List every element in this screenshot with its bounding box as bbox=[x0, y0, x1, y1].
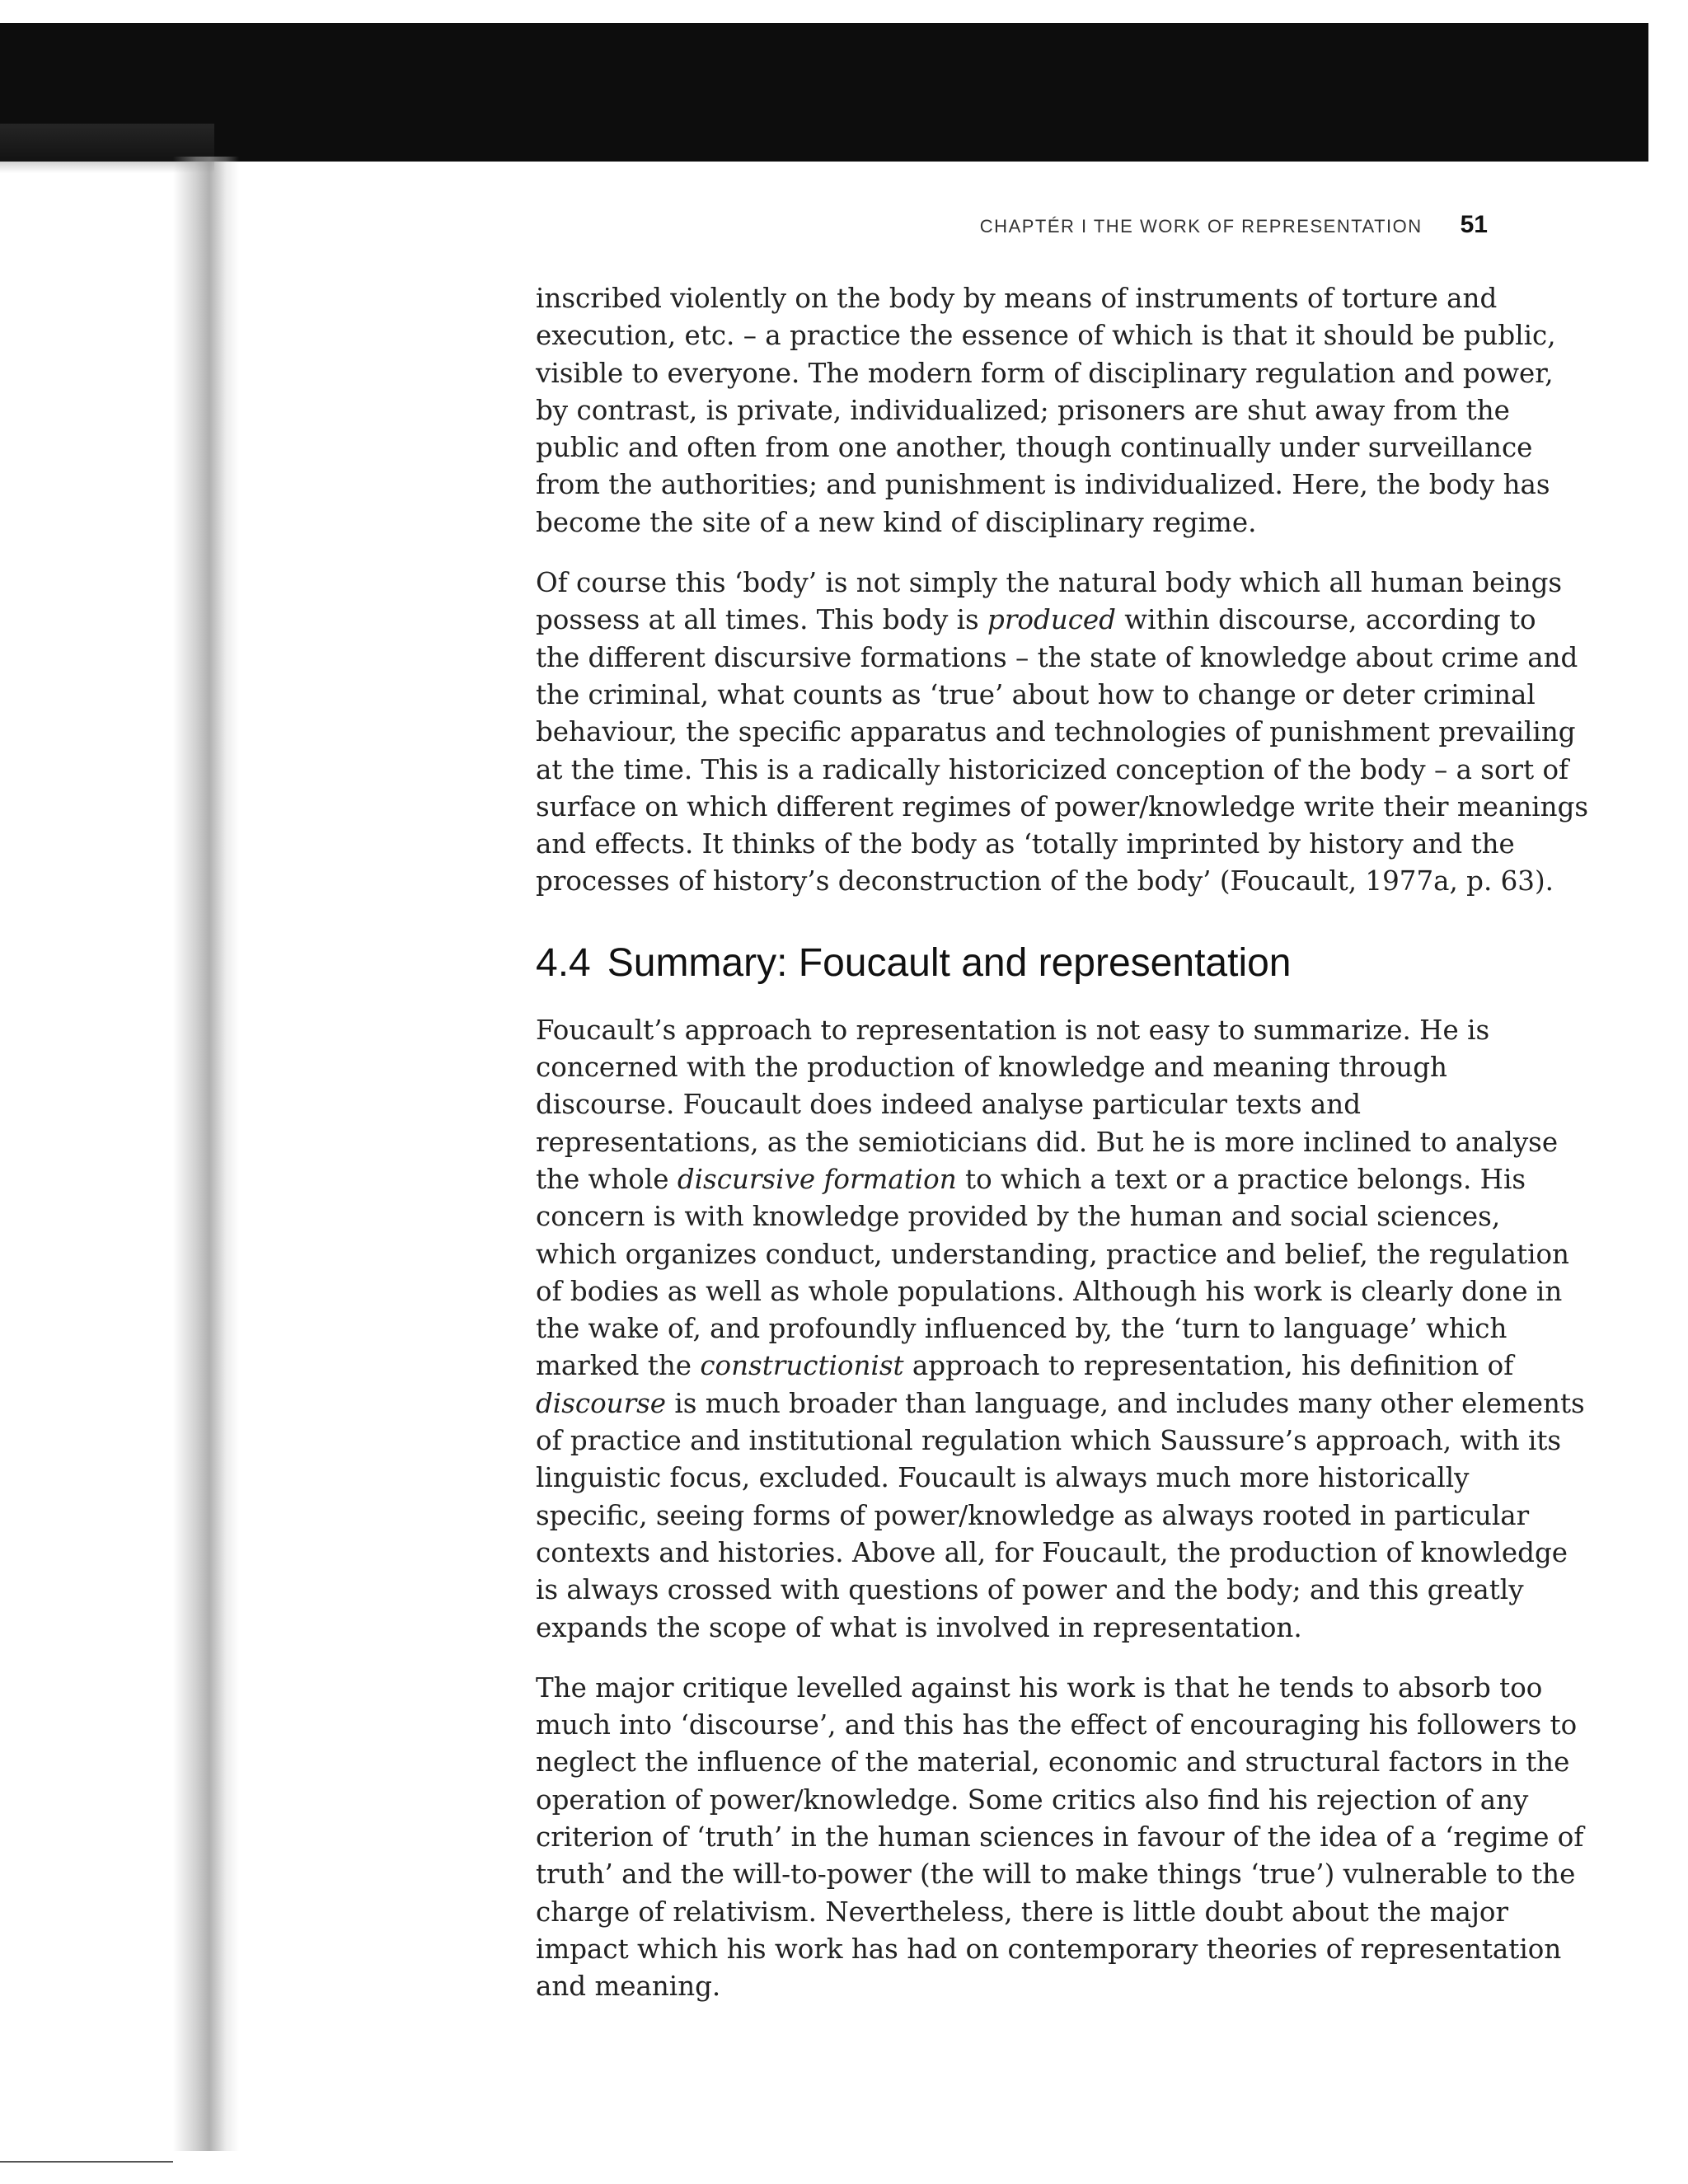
text-line: expands the scope of what is involved in representation. bbox=[536, 1611, 1302, 1643]
text-line: criterion of ‘truth’ in the human sciences in favour of the idea of a ‘regime of bbox=[536, 1821, 1584, 1853]
text-line: specific, seeing forms of power/knowledge as always rooted in particular bbox=[536, 1499, 1530, 1531]
text-line: discourse is much broader than language, and includes many other elements bbox=[536, 1387, 1585, 1419]
text-line: charge of relativism. Nevertheless, there is little doubt about the major bbox=[536, 1896, 1509, 1928]
text-line: the criminal, what counts as ‘true’ about how to change or deter criminal bbox=[536, 678, 1536, 710]
text-line: Of course this ‘body’ is not simply the natural body which all human beings bbox=[536, 567, 1563, 599]
text-line: by contrast, is private, individualized; prisoners are shut away from the bbox=[536, 394, 1510, 426]
text-line: and effects. It thinks of the body as ‘totally imprinted by history and the bbox=[536, 828, 1515, 860]
summary-paragraph bbox=[536, 1012, 1585, 1647]
text-line: from the authorities; and punishment is individualized. Here, the body has bbox=[536, 469, 1550, 501]
scan-bottom-rule bbox=[0, 2161, 173, 2163]
text-line: Foucault’s approach to representation is not easy to summarize. He is bbox=[536, 1014, 1490, 1046]
text-line: representations, as the semioticians did. But he is more inclined to analyse bbox=[536, 1126, 1559, 1158]
text-line: marked the constructionist approach to representation, his definition of bbox=[536, 1350, 1514, 1382]
text-line: processes of history’s deconstruction of the body’ (Foucault, 1977a, p. 63). bbox=[536, 865, 1554, 898]
text-line: operation of power/knowledge. Some critics also find his rejection of any bbox=[536, 1783, 1529, 1816]
text-line: concerned with the production of knowledge and meaning through bbox=[536, 1052, 1447, 1084]
text-line: possess at all times. This body is produced within discourse, according to bbox=[536, 604, 1536, 636]
text-line: the wake of, and profoundly influenced by, the ‘turn to language’ which bbox=[536, 1313, 1507, 1345]
section-heading bbox=[536, 940, 1533, 986]
text-line: truth’ and the will-to-power (the will to make things ‘true’) vulnerable to the bbox=[536, 1858, 1576, 1891]
text-line: of practice and institutional regulation which Saussure’s approach, with its bbox=[536, 1425, 1562, 1457]
text-line: neglect the influence of the material, economic and structural factors in the bbox=[536, 1746, 1570, 1779]
text-line: execution, etc. – a practice the essence of which is that it should be public, bbox=[536, 320, 1556, 352]
body-paragraph bbox=[536, 565, 1589, 901]
scan-top-edge bbox=[0, 23, 1648, 162]
text-line: concern is with knowledge provided by the human and social sciences, bbox=[536, 1201, 1501, 1233]
text-line: much into ‘discourse’, and this has the effect of encouraging his followers to bbox=[536, 1709, 1578, 1741]
text-line: surface on which different regimes of power/knowledge write their meanings bbox=[536, 790, 1589, 823]
summary-paragraph bbox=[536, 1670, 1584, 2006]
text-line: the different discursive formations – the state of knowledge about crime and bbox=[536, 641, 1578, 673]
italic-term: discursive formation bbox=[677, 1163, 957, 1195]
text-line: discourse. Foucault does indeed analyse particular texts and bbox=[536, 1089, 1362, 1121]
running-head-text: CHAPTÉR I THE WORK OF REPRESENTATION bbox=[979, 216, 1423, 237]
text-line: The major critique levelled against his work is that he tends to absorb too bbox=[536, 1671, 1543, 1704]
italic-term: discourse bbox=[536, 1387, 667, 1419]
italic-term: constructionist bbox=[700, 1350, 904, 1382]
text-line: linguistic focus, excluded. Foucault is always much more historically bbox=[536, 1462, 1470, 1494]
opening-paragraphs bbox=[536, 280, 1589, 901]
italic-term: produced bbox=[987, 604, 1116, 636]
section-number: 4.4 bbox=[536, 940, 591, 985]
summary-paragraphs bbox=[536, 1012, 1585, 2006]
running-header bbox=[824, 211, 1488, 244]
text-line: inscribed violently on the body by means of instruments of torture and bbox=[536, 283, 1498, 314]
text-line: visible to everyone. The modern form of disciplinary regulation and power, bbox=[536, 357, 1554, 389]
text-line: public and often from one another, though continually under surveillance bbox=[536, 432, 1533, 464]
text-line: contexts and histories. Above all, for Foucault, the production of knowledge bbox=[536, 1536, 1568, 1568]
body-text bbox=[536, 280, 1589, 2028]
binding-shadow bbox=[173, 157, 239, 2151]
body-paragraph bbox=[536, 280, 1556, 541]
text-line: which organizes conduct, understanding, practice and belief, the regulation bbox=[536, 1238, 1569, 1270]
text-line: at the time. This is a radically historicized conception of the body – a sort of bbox=[536, 753, 1569, 785]
page-number: 51 bbox=[1460, 211, 1488, 238]
text-line: the whole discursive formation to which a text or a practice belongs. His bbox=[536, 1163, 1526, 1195]
text-line: behaviour, the specific apparatus and technologies of punishment prevailing bbox=[536, 716, 1576, 748]
text-line: impact which his work has had on contemporary theories of representation bbox=[536, 1933, 1562, 1965]
text-line: become the site of a new kind of disciplinary regime. bbox=[536, 506, 1257, 538]
text-line: and meaning. bbox=[536, 1971, 721, 2003]
section-title: Summary: Foucault and representation bbox=[607, 940, 1292, 985]
text-line: is always crossed with questions of power and the body; and this greatly bbox=[536, 1574, 1524, 1606]
text-line: of bodies as well as whole populations. Although his work is clearly done in bbox=[536, 1275, 1563, 1307]
